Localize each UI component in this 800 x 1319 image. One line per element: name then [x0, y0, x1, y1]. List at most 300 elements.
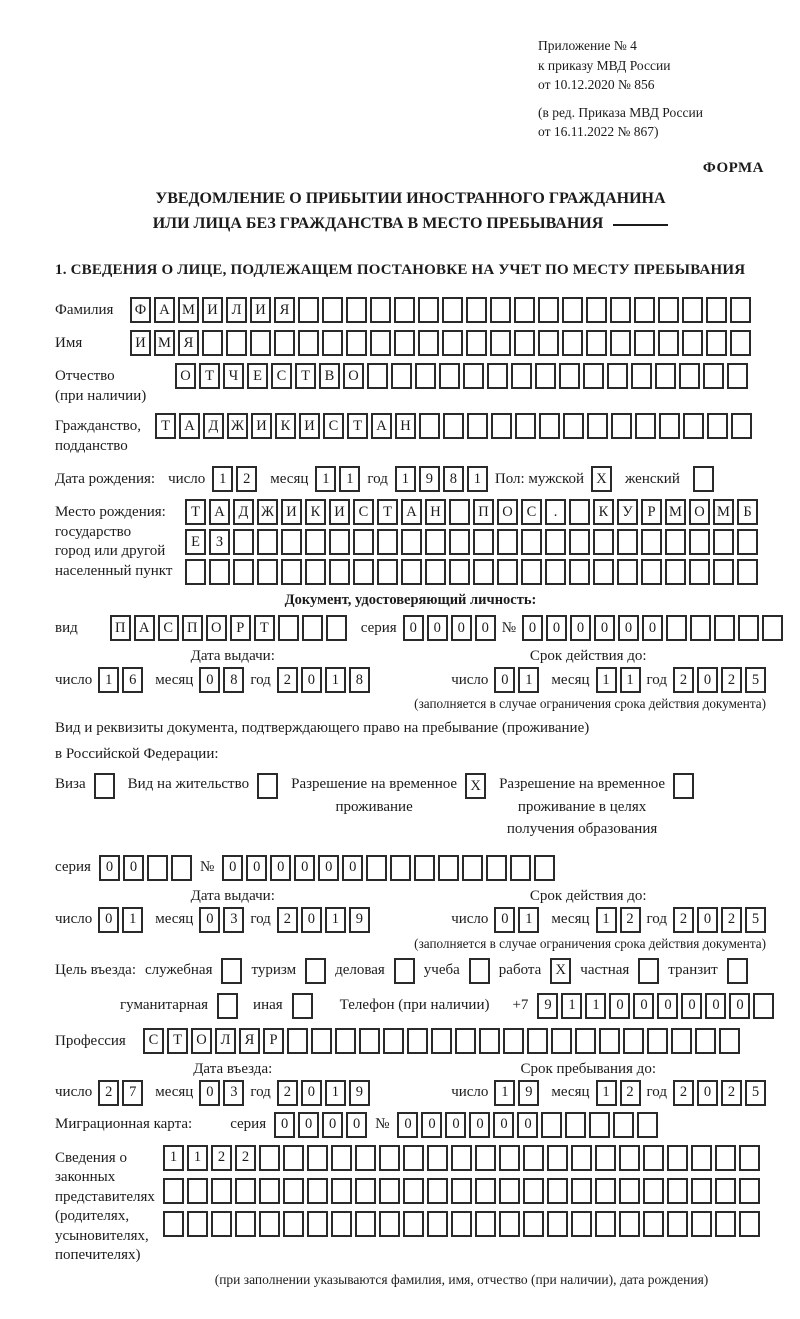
char-cell[interactable] [499, 1211, 520, 1237]
char-cell[interactable]: 0 [222, 855, 243, 881]
char-cell[interactable] [331, 1178, 352, 1204]
char-cell[interactable] [562, 297, 583, 323]
char-cell[interactable]: 2 [235, 1145, 256, 1171]
char-cell[interactable]: А [401, 499, 422, 525]
char-cell[interactable] [673, 773, 694, 799]
char-cell[interactable] [391, 363, 412, 389]
char-cell[interactable]: 1 [212, 466, 233, 492]
char-cell[interactable]: 0 [246, 855, 267, 881]
char-cell[interactable] [641, 559, 662, 585]
char-cell[interactable] [278, 615, 299, 641]
char-cell[interactable] [442, 297, 463, 323]
char-cell[interactable] [575, 1028, 596, 1054]
char-cell[interactable]: 2 [277, 1080, 298, 1106]
char-cell[interactable] [545, 559, 566, 585]
char-cell[interactable]: 0 [301, 907, 322, 933]
char-cell[interactable] [539, 413, 560, 439]
char-cell[interactable] [147, 855, 168, 881]
char-cell[interactable] [394, 330, 415, 356]
char-cell[interactable] [305, 529, 326, 555]
char-cell[interactable]: А [134, 615, 155, 641]
char-cell[interactable]: 0 [294, 855, 315, 881]
char-cell[interactable] [623, 1028, 644, 1054]
char-cell[interactable]: 0 [342, 855, 363, 881]
char-cell[interactable]: 1 [585, 993, 606, 1019]
char-cell[interactable]: 2 [211, 1145, 232, 1171]
char-cell[interactable] [281, 559, 302, 585]
char-cell[interactable] [307, 1145, 328, 1171]
char-cell[interactable]: 6 [122, 667, 143, 693]
char-cell[interactable] [691, 1145, 712, 1171]
char-cell[interactable] [682, 297, 703, 323]
char-cell[interactable] [287, 1028, 308, 1054]
char-cell[interactable] [311, 1028, 332, 1054]
char-cell[interactable] [739, 1211, 760, 1237]
char-cell[interactable] [359, 1028, 380, 1054]
char-cell[interactable]: 1 [561, 993, 582, 1019]
char-cell[interactable]: Н [425, 499, 446, 525]
char-cell[interactable]: 9 [349, 1080, 370, 1106]
char-cell[interactable] [658, 330, 679, 356]
char-cell[interactable] [202, 330, 223, 356]
char-cell[interactable]: П [110, 615, 131, 641]
char-cell[interactable]: 0 [697, 907, 718, 933]
char-cell[interactable] [607, 363, 628, 389]
char-cell[interactable]: М [154, 330, 175, 356]
char-cell[interactable]: 0 [469, 1112, 490, 1138]
char-cell[interactable]: Р [230, 615, 251, 641]
char-cell[interactable]: Р [641, 499, 662, 525]
char-cell[interactable] [355, 1178, 376, 1204]
char-cell[interactable] [353, 529, 374, 555]
char-cell[interactable] [569, 559, 590, 585]
char-cell[interactable]: 0 [729, 993, 750, 1019]
char-cell[interactable]: 0 [427, 615, 448, 641]
char-cell[interactable] [475, 1178, 496, 1204]
char-cell[interactable]: 2 [673, 907, 694, 933]
char-cell[interactable] [469, 958, 490, 984]
char-cell[interactable] [521, 529, 542, 555]
char-cell[interactable]: 5 [745, 907, 766, 933]
char-cell[interactable] [619, 1178, 640, 1204]
char-cell[interactable]: 0 [494, 907, 515, 933]
char-cell[interactable] [511, 363, 532, 389]
char-cell[interactable]: С [323, 413, 344, 439]
char-cell[interactable] [563, 413, 584, 439]
char-cell[interactable] [462, 855, 483, 881]
char-cell[interactable]: Ф [130, 297, 151, 323]
char-cell[interactable]: 0 [270, 855, 291, 881]
char-cell[interactable]: М [713, 499, 734, 525]
char-cell[interactable] [497, 559, 518, 585]
char-cell[interactable] [466, 297, 487, 323]
char-cell[interactable] [514, 297, 535, 323]
char-cell[interactable]: 0 [421, 1112, 442, 1138]
char-cell[interactable]: К [275, 413, 296, 439]
char-cell[interactable]: 5 [745, 667, 766, 693]
char-cell[interactable] [487, 363, 508, 389]
char-cell[interactable] [394, 297, 415, 323]
char-cell[interactable] [619, 1211, 640, 1237]
char-cell[interactable] [414, 855, 435, 881]
char-cell[interactable] [305, 958, 326, 984]
char-cell[interactable] [571, 1145, 592, 1171]
char-cell[interactable]: 0 [298, 1112, 319, 1138]
char-cell[interactable] [655, 363, 676, 389]
char-cell[interactable]: 0 [546, 615, 567, 641]
char-cell[interactable]: 2 [721, 907, 742, 933]
char-cell[interactable] [641, 529, 662, 555]
char-cell[interactable]: 0 [657, 993, 678, 1019]
char-cell[interactable] [467, 413, 488, 439]
char-cell[interactable] [565, 1112, 586, 1138]
char-cell[interactable]: 0 [301, 1080, 322, 1106]
char-cell[interactable] [503, 1028, 524, 1054]
char-cell[interactable] [659, 413, 680, 439]
char-cell[interactable] [449, 529, 470, 555]
char-cell[interactable]: П [182, 615, 203, 641]
char-cell[interactable]: 8 [349, 667, 370, 693]
char-cell[interactable]: X [550, 958, 571, 984]
char-cell[interactable] [658, 297, 679, 323]
char-cell[interactable]: 0 [445, 1112, 466, 1138]
char-cell[interactable] [419, 413, 440, 439]
char-cell[interactable] [383, 1028, 404, 1054]
char-cell[interactable] [292, 993, 313, 1019]
char-cell[interactable]: Т [185, 499, 206, 525]
char-cell[interactable] [562, 330, 583, 356]
char-cell[interactable]: 2 [721, 1080, 742, 1106]
char-cell[interactable] [637, 1112, 658, 1138]
char-cell[interactable]: М [665, 499, 686, 525]
char-cell[interactable] [226, 330, 247, 356]
char-cell[interactable] [257, 773, 278, 799]
char-cell[interactable]: С [158, 615, 179, 641]
char-cell[interactable]: 1 [163, 1145, 184, 1171]
char-cell[interactable] [587, 413, 608, 439]
char-cell[interactable]: 9 [537, 993, 558, 1019]
char-cell[interactable]: 0 [697, 667, 718, 693]
char-cell[interactable] [438, 855, 459, 881]
char-cell[interactable] [682, 330, 703, 356]
char-cell[interactable]: Ж [257, 499, 278, 525]
char-cell[interactable]: 0 [98, 907, 119, 933]
char-cell[interactable] [187, 1211, 208, 1237]
char-cell[interactable] [377, 559, 398, 585]
char-cell[interactable]: 0 [609, 993, 630, 1019]
char-cell[interactable] [665, 529, 686, 555]
char-cell[interactable] [499, 1178, 520, 1204]
char-cell[interactable] [322, 330, 343, 356]
char-cell[interactable]: П [473, 499, 494, 525]
char-cell[interactable] [367, 363, 388, 389]
char-cell[interactable] [739, 1178, 760, 1204]
char-cell[interactable]: 1 [339, 466, 360, 492]
char-cell[interactable] [497, 529, 518, 555]
char-cell[interactable]: 0 [274, 1112, 295, 1138]
char-cell[interactable] [523, 1178, 544, 1204]
char-cell[interactable] [418, 330, 439, 356]
char-cell[interactable]: 0 [475, 615, 496, 641]
char-cell[interactable] [689, 529, 710, 555]
char-cell[interactable]: 1 [325, 667, 346, 693]
char-cell[interactable]: 0 [451, 615, 472, 641]
char-cell[interactable] [331, 1211, 352, 1237]
char-cell[interactable] [322, 297, 343, 323]
char-cell[interactable]: Я [239, 1028, 260, 1054]
char-cell[interactable]: 2 [673, 1080, 694, 1106]
char-cell[interactable]: С [271, 363, 292, 389]
char-cell[interactable]: 0 [346, 1112, 367, 1138]
char-cell[interactable] [510, 855, 531, 881]
char-cell[interactable] [706, 330, 727, 356]
char-cell[interactable] [455, 1028, 476, 1054]
char-cell[interactable] [737, 559, 758, 585]
char-cell[interactable] [475, 1145, 496, 1171]
char-cell[interactable]: Я [178, 330, 199, 356]
char-cell[interactable]: 1 [518, 667, 539, 693]
char-cell[interactable] [671, 1028, 692, 1054]
char-cell[interactable] [379, 1145, 400, 1171]
char-cell[interactable] [475, 1211, 496, 1237]
char-cell[interactable]: 2 [721, 667, 742, 693]
char-cell[interactable]: Б [737, 499, 758, 525]
char-cell[interactable]: 2 [620, 907, 641, 933]
char-cell[interactable] [451, 1178, 472, 1204]
char-cell[interactable]: 2 [277, 667, 298, 693]
char-cell[interactable] [714, 615, 735, 641]
char-cell[interactable]: 0 [397, 1112, 418, 1138]
char-cell[interactable] [737, 529, 758, 555]
char-cell[interactable] [403, 1211, 424, 1237]
char-cell[interactable] [366, 855, 387, 881]
char-cell[interactable]: 1 [467, 466, 488, 492]
char-cell[interactable]: 1 [395, 466, 416, 492]
char-cell[interactable] [693, 466, 714, 492]
char-cell[interactable] [589, 1112, 610, 1138]
char-cell[interactable]: Т [295, 363, 316, 389]
char-cell[interactable] [442, 330, 463, 356]
char-cell[interactable] [715, 1178, 736, 1204]
char-cell[interactable]: X [465, 773, 486, 799]
char-cell[interactable]: 0 [322, 1112, 343, 1138]
char-cell[interactable] [401, 559, 422, 585]
char-cell[interactable]: 1 [325, 907, 346, 933]
char-cell[interactable]: Е [185, 529, 206, 555]
char-cell[interactable] [571, 1211, 592, 1237]
char-cell[interactable] [593, 559, 614, 585]
char-cell[interactable] [259, 1145, 280, 1171]
char-cell[interactable]: 7 [122, 1080, 143, 1106]
char-cell[interactable]: 0 [99, 855, 120, 881]
char-cell[interactable]: И [281, 499, 302, 525]
char-cell[interactable] [638, 958, 659, 984]
char-cell[interactable] [307, 1211, 328, 1237]
char-cell[interactable] [730, 330, 751, 356]
char-cell[interactable] [283, 1178, 304, 1204]
char-cell[interactable] [643, 1211, 664, 1237]
char-cell[interactable] [719, 1028, 740, 1054]
char-cell[interactable] [695, 1028, 716, 1054]
char-cell[interactable]: С [521, 499, 542, 525]
char-cell[interactable]: Л [215, 1028, 236, 1054]
char-cell[interactable]: В [319, 363, 340, 389]
char-cell[interactable] [233, 529, 254, 555]
char-cell[interactable] [665, 559, 686, 585]
char-cell[interactable]: 2 [620, 1080, 641, 1106]
char-cell[interactable] [425, 529, 446, 555]
char-cell[interactable] [727, 363, 748, 389]
char-cell[interactable]: . [545, 499, 566, 525]
char-cell[interactable]: Т [377, 499, 398, 525]
char-cell[interactable]: И [251, 413, 272, 439]
char-cell[interactable] [738, 615, 759, 641]
char-cell[interactable] [547, 1178, 568, 1204]
char-cell[interactable]: З [209, 529, 230, 555]
char-cell[interactable] [691, 1211, 712, 1237]
char-cell[interactable] [541, 1112, 562, 1138]
char-cell[interactable] [439, 363, 460, 389]
char-cell[interactable]: Н [395, 413, 416, 439]
char-cell[interactable] [617, 529, 638, 555]
char-cell[interactable] [171, 855, 192, 881]
char-cell[interactable]: Д [203, 413, 224, 439]
char-cell[interactable] [691, 1178, 712, 1204]
char-cell[interactable] [257, 559, 278, 585]
char-cell[interactable] [727, 958, 748, 984]
char-cell[interactable]: 1 [596, 1080, 617, 1106]
char-cell[interactable] [739, 1145, 760, 1171]
char-cell[interactable] [713, 559, 734, 585]
char-cell[interactable] [451, 1145, 472, 1171]
char-cell[interactable] [706, 297, 727, 323]
char-cell[interactable] [547, 1145, 568, 1171]
char-cell[interactable]: 0 [403, 615, 424, 641]
char-cell[interactable]: 8 [223, 667, 244, 693]
char-cell[interactable]: 0 [705, 993, 726, 1019]
char-cell[interactable] [586, 297, 607, 323]
char-cell[interactable] [643, 1145, 664, 1171]
char-cell[interactable] [730, 297, 751, 323]
char-cell[interactable]: 3 [223, 1080, 244, 1106]
char-cell[interactable] [571, 1178, 592, 1204]
char-cell[interactable] [595, 1178, 616, 1204]
char-cell[interactable]: И [250, 297, 271, 323]
char-cell[interactable]: 0 [123, 855, 144, 881]
char-cell[interactable]: 9 [518, 1080, 539, 1106]
char-cell[interactable]: Т [167, 1028, 188, 1054]
char-cell[interactable]: 1 [596, 667, 617, 693]
char-cell[interactable] [377, 529, 398, 555]
char-cell[interactable]: С [143, 1028, 164, 1054]
char-cell[interactable]: 1 [494, 1080, 515, 1106]
char-cell[interactable] [491, 413, 512, 439]
char-cell[interactable] [523, 1145, 544, 1171]
char-cell[interactable]: Т [254, 615, 275, 641]
char-cell[interactable]: Д [233, 499, 254, 525]
char-cell[interactable]: А [209, 499, 230, 525]
char-cell[interactable]: 0 [493, 1112, 514, 1138]
char-cell[interactable] [403, 1145, 424, 1171]
char-cell[interactable] [353, 559, 374, 585]
char-cell[interactable] [634, 297, 655, 323]
char-cell[interactable]: 1 [596, 907, 617, 933]
char-cell[interactable]: Я [274, 297, 295, 323]
char-cell[interactable] [346, 330, 367, 356]
char-cell[interactable] [163, 1211, 184, 1237]
char-cell[interactable]: О [497, 499, 518, 525]
char-cell[interactable] [713, 529, 734, 555]
char-cell[interactable]: 0 [618, 615, 639, 641]
char-cell[interactable] [545, 529, 566, 555]
char-cell[interactable] [499, 1145, 520, 1171]
char-cell[interactable] [370, 297, 391, 323]
char-cell[interactable] [302, 615, 323, 641]
char-cell[interactable]: О [689, 499, 710, 525]
char-cell[interactable] [538, 297, 559, 323]
char-cell[interactable] [631, 363, 652, 389]
char-cell[interactable]: 5 [745, 1080, 766, 1106]
char-cell[interactable] [666, 615, 687, 641]
char-cell[interactable] [535, 363, 556, 389]
char-cell[interactable]: 2 [277, 907, 298, 933]
char-cell[interactable]: 0 [199, 907, 220, 933]
char-cell[interactable]: У [617, 499, 638, 525]
char-cell[interactable] [211, 1211, 232, 1237]
char-cell[interactable]: Е [247, 363, 268, 389]
char-cell[interactable] [259, 1178, 280, 1204]
char-cell[interactable]: 8 [443, 466, 464, 492]
char-cell[interactable] [298, 330, 319, 356]
char-cell[interactable]: О [206, 615, 227, 641]
char-cell[interactable] [753, 993, 774, 1019]
char-cell[interactable] [335, 1028, 356, 1054]
char-cell[interactable] [403, 1178, 424, 1204]
char-cell[interactable]: К [593, 499, 614, 525]
char-cell[interactable] [355, 1211, 376, 1237]
char-cell[interactable] [427, 1145, 448, 1171]
char-cell[interactable] [473, 529, 494, 555]
char-cell[interactable] [731, 413, 752, 439]
char-cell[interactable] [613, 1112, 634, 1138]
char-cell[interactable] [283, 1145, 304, 1171]
char-cell[interactable]: 0 [633, 993, 654, 1019]
char-cell[interactable] [463, 363, 484, 389]
char-cell[interactable]: Ч [223, 363, 244, 389]
char-cell[interactable]: 1 [187, 1145, 208, 1171]
char-cell[interactable] [185, 559, 206, 585]
char-cell[interactable] [443, 413, 464, 439]
char-cell[interactable] [250, 330, 271, 356]
char-cell[interactable]: 1 [325, 1080, 346, 1106]
char-cell[interactable] [667, 1178, 688, 1204]
char-cell[interactable] [473, 559, 494, 585]
char-cell[interactable] [307, 1178, 328, 1204]
char-cell[interactable] [346, 297, 367, 323]
char-cell[interactable] [689, 559, 710, 585]
char-cell[interactable] [617, 559, 638, 585]
char-cell[interactable] [187, 1178, 208, 1204]
char-cell[interactable]: О [343, 363, 364, 389]
char-cell[interactable]: 0 [494, 667, 515, 693]
char-cell[interactable] [305, 559, 326, 585]
char-cell[interactable] [583, 363, 604, 389]
char-cell[interactable] [595, 1211, 616, 1237]
char-cell[interactable] [715, 1145, 736, 1171]
char-cell[interactable] [401, 529, 422, 555]
char-cell[interactable] [466, 330, 487, 356]
char-cell[interactable] [762, 615, 783, 641]
